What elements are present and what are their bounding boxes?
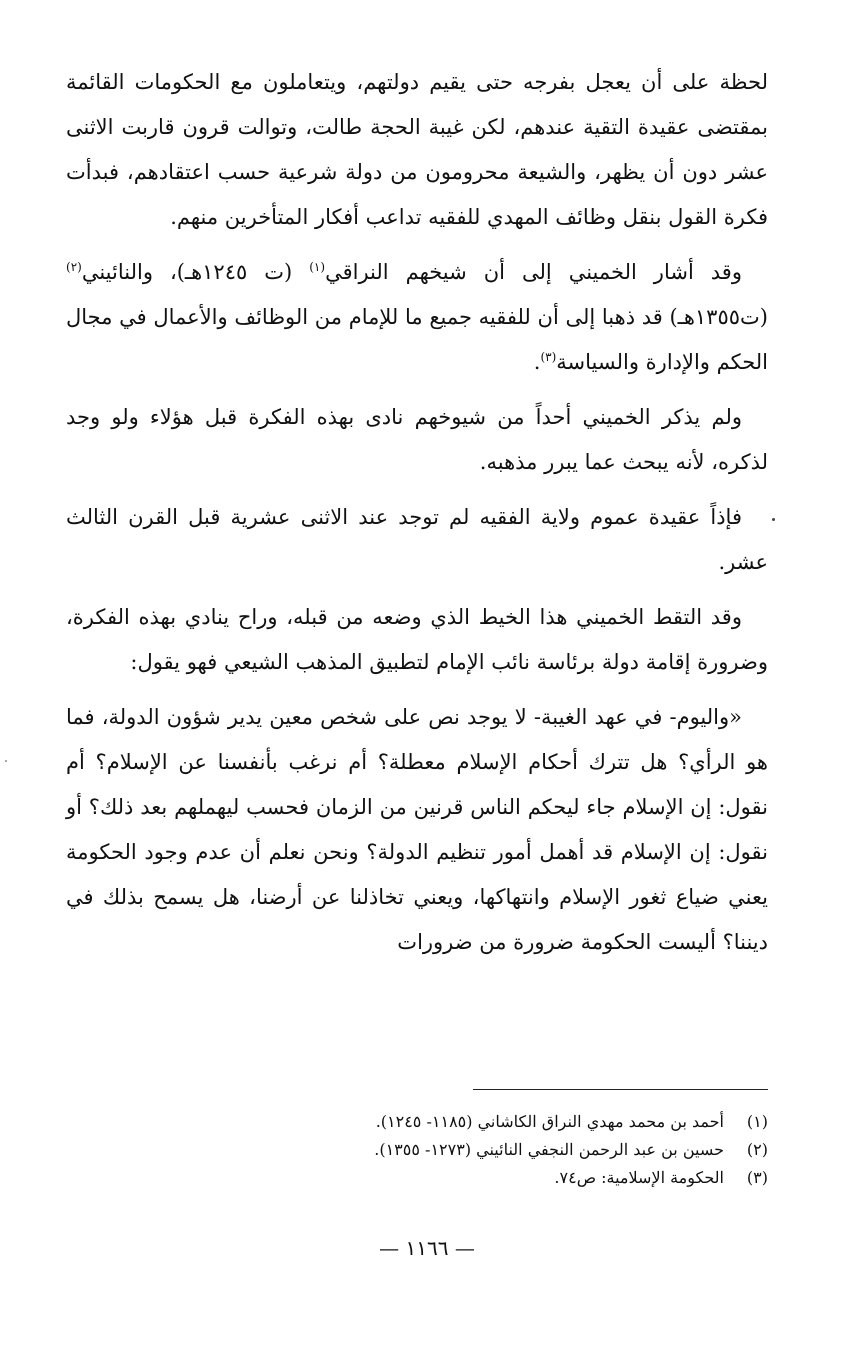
paragraph-2-part-c: (ت١٣٥٥هـ) قد ذهبا إلى أن للفقيه جميع ما للإمام من الوظائف والأعمال في مجال الحكم والإدارة والسياسة — [66, 305, 768, 374]
footnote-ref-3[interactable]: (٣) — [540, 350, 557, 364]
footnote-number: (٢) — [746, 1140, 768, 1159]
footnote-3 — [150, 1164, 768, 1192]
paragraph-2-part-d: . — [533, 350, 541, 374]
footnote-text: الحكومة الإسلامية: ص٧٤. — [554, 1168, 724, 1187]
footnotes — [150, 1108, 768, 1192]
paragraph-4: فإذاً عقيدة عموم ولاية الفقيه لم توجد عند الاثنى عشرية قبل القرن الثالث عشر. — [66, 505, 768, 574]
paragraph-2-part-b: (ت ١٢٤٥هـ)، والنائيني — [81, 260, 310, 284]
footnote-number: (٣) — [746, 1168, 768, 1187]
paragraph-1: لحظة على أن يعجل بفرجه حتى يقيم دولتهم، ويتعاملون مع الحكومات القائمة بمقتضى عقيدة التقية عندهم، لكن غيبة الحجة طالت، وتوالت قرون قاربت الاثنى عشر دون أن يظهر، والشيعة محرومون من دولة شرعية حسب اعتقادهم، فبدأت فكرة القول بنقل وظائف المهدي للفقيه تداعب أفكار المتأخرين منهم. — [66, 70, 768, 229]
paragraph-6-quote: «واليوم- في عهد الغيبة- لا يوجد نص على شخص معين يدير شؤون الدولة، فما هو الرأي؟ هل تترك أحكام الإسلام معطلة؟ أم نرغب بأنفسنا عن الإسلام؟ أم نقول: إن الإسلام جاء ليحكم الناس قرنين من الزمان فحسب ليهملهم بعد ذلك؟ أو نقول: إن الإسلام قد أهمل أمور تنظيم الدولة؟ ونحن نعلم أن عدم وجود الحكومة يعني ضياع ثغور الإسلام وانتهاكها، ويعني تخاذلنا عن أرضنا، هل يسمح بذلك في ديننا؟ أليست الحكومة ضرورة من ضرورات — [66, 705, 768, 954]
footnote-ref-2[interactable]: (٢) — [66, 260, 82, 274]
footnote-separator — [473, 1089, 768, 1090]
footnote-2 — [150, 1136, 768, 1164]
footnote-number: (١) — [746, 1112, 768, 1131]
scan-speck — [772, 518, 775, 521]
scan-speck — [5, 760, 7, 762]
footnote-text: حسين بن عبد الرحمن النجفي النائيني (١٢٧٣- ١٣٥٥). — [374, 1140, 724, 1159]
paragraph-5: وقد التقط الخميني هذا الخيط الذي وضعه من قبله، وراح ينادي بهذه الفكرة، وضرورة إقامة دولة برئاسة نائب الإمام لتطبيق المذهب الشيعي فهو يقول: — [66, 605, 768, 674]
body-text — [66, 60, 768, 975]
page-number: — ١١٦٦ — — [379, 1236, 475, 1260]
footnote-1 — [150, 1108, 768, 1136]
paragraph-2 — [66, 250, 768, 385]
footnote-ref-1[interactable]: (١) — [309, 260, 326, 274]
paragraph-3: ولم يذكر الخميني أحداً من شيوخهم نادى بهذه الفكرة قبل هؤلاء ولو وجد لذكره، لأنه يبحث عما يبرر مذهبه. — [66, 405, 768, 474]
footnote-text: أحمد بن محمد مهدي النراق الكاشاني (١١٨٥- ١٢٤٥). — [375, 1112, 724, 1131]
paragraph-2-part-a: وقد أشار الخميني إلى أن شيخهم النراقي — [325, 260, 742, 284]
